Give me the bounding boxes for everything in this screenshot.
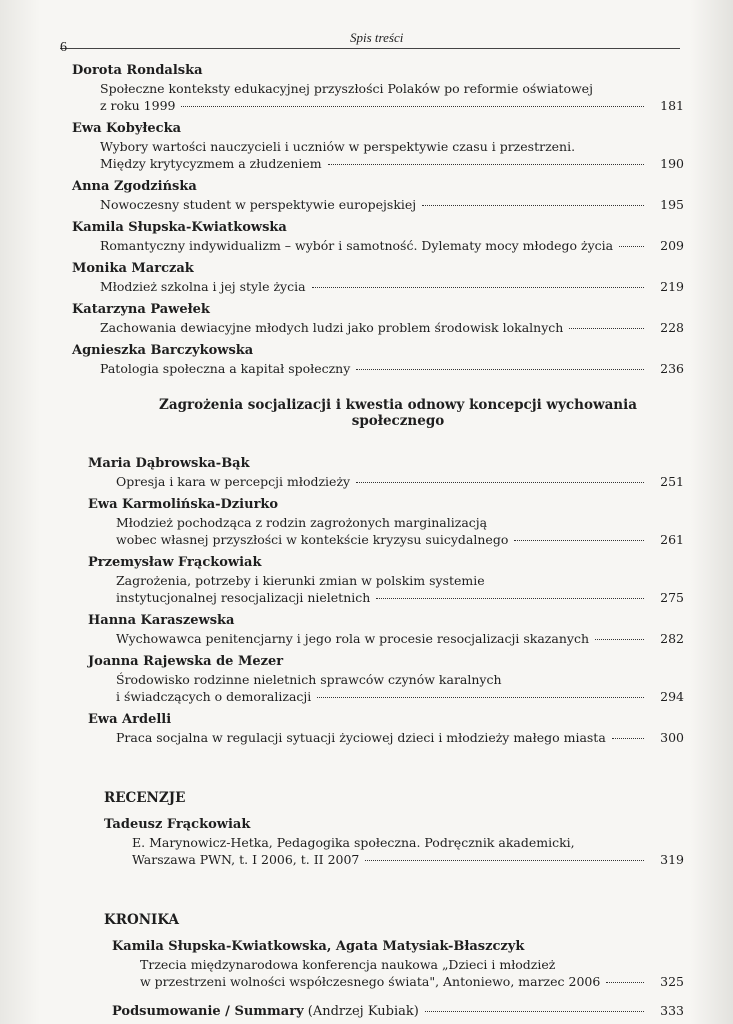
entry-author: Monika Marczak — [72, 261, 194, 276]
toc-entry — [72, 554, 684, 606]
toc-entry — [72, 938, 684, 990]
section-title: Zagrożenia socjalizacji i kwestia odnowy koncepcji wychowania społecznego — [158, 397, 638, 429]
reviews-heading: RECENZJE — [104, 790, 186, 806]
toc-part-1 — [72, 62, 684, 377]
leader-dots — [356, 368, 644, 370]
leader-dots — [606, 981, 644, 983]
entry-title-line: Trzecia międzynarodowa konferencja naukowa „Dzieci i młodzież — [140, 957, 556, 972]
entry-title-line: Młodzież szkolna i jej style życia — [100, 279, 306, 294]
chronicle-list — [72, 938, 684, 990]
entry-author: Kamila Słupska-Kwiatkowska — [72, 220, 287, 235]
entry-title-line: Zagrożenia, potrzeby i kierunki zmian w polskim systemie — [116, 573, 485, 588]
toc-entry — [72, 342, 684, 377]
entry-title-line: Między krytycyzmem a złudzeniem — [100, 156, 322, 171]
entry-author: Dorota Rondalska — [72, 63, 203, 78]
toc-entry — [72, 496, 684, 548]
entry-page-number: 275 — [660, 590, 684, 605]
entry-title-line: z roku 1999 — [100, 98, 176, 113]
entry-page-number: 190 — [660, 156, 684, 171]
page-number: 6 — [60, 40, 67, 55]
leader-dots — [317, 696, 644, 698]
entry-author: Joanna Rajewska de Mezer — [88, 654, 284, 669]
entry-author: Anna Zgodzińska — [72, 179, 197, 194]
reviews-list — [72, 816, 684, 868]
toc-entry — [72, 711, 684, 746]
running-head: Spis treści — [350, 30, 404, 45]
entry-author: Hanna Karaszewska — [88, 613, 235, 628]
toc-entry — [72, 301, 684, 336]
entry-title-line: Społeczne konteksty edukacyjnej przyszłości Polaków po reformie oświatowej — [100, 81, 593, 96]
entry-title-line: i świadczących o demoralizacji — [116, 689, 312, 704]
summary-entry — [72, 1002, 684, 1020]
toc-part-2 — [72, 455, 684, 746]
leader-dots — [514, 539, 644, 541]
entry-author: Ewa Kobyłecka — [72, 121, 181, 136]
entry-page-number: 228 — [660, 320, 684, 335]
toc-entry — [72, 120, 684, 172]
summary-page: 333 — [660, 1003, 684, 1018]
leader-dots — [425, 1010, 644, 1012]
entry-author: Przemysław Frąckowiak — [88, 555, 262, 570]
entry-author: Ewa Karmolińska-Dziurko — [88, 497, 279, 512]
toc-entry — [72, 62, 684, 114]
entry-author: Maria Dąbrowska-Bąk — [88, 456, 250, 471]
leader-dots — [356, 481, 644, 483]
leader-dots — [612, 737, 644, 739]
entry-title-line: wobec własnej przyszłości w kontekście kryzysu suicydalnego — [116, 532, 509, 547]
entry-page-number: 251 — [660, 474, 684, 489]
entry-page-number: 219 — [660, 279, 684, 294]
toc-entry — [72, 455, 684, 490]
leader-dots — [619, 245, 644, 247]
entry-author: Agnieszka Barczykowska — [72, 343, 254, 358]
entry-page-number: 282 — [660, 631, 684, 646]
table-of-contents — [72, 60, 684, 1024]
leader-dots — [422, 204, 644, 206]
entry-title-line: Wychowawca penitencjarny i jego rola w procesie resocjalizacji skazanych — [116, 631, 589, 646]
toc-entry — [72, 612, 684, 647]
leader-dots — [376, 597, 644, 599]
page-header — [60, 26, 680, 55]
entry-title-line: Warszawa PWN, t. I 2006, t. II 2007 — [132, 852, 360, 867]
toc-entry — [72, 653, 684, 705]
leader-dots — [328, 163, 644, 165]
leader-dots — [181, 105, 644, 107]
summary-author: (Andrzej Kubiak) — [303, 1004, 419, 1019]
entry-page-number: 209 — [660, 238, 684, 253]
entry-page-number: 300 — [660, 730, 684, 745]
entry-page-number: 181 — [660, 98, 684, 113]
entry-title-line: Środowisko rodzinne nieletnich sprawców czynów karalnych — [116, 672, 502, 687]
leader-dots — [312, 286, 644, 288]
leader-dots — [365, 859, 644, 861]
toc-entry — [72, 178, 684, 213]
entry-page-number: 319 — [660, 852, 684, 867]
entry-author: Tadeusz Frąckowiak — [104, 817, 251, 832]
entry-title-line: Opresja i kara w percepcji młodzieży — [116, 474, 351, 489]
entry-author: Kamila Słupska-Kwiatkowska, Agata Matysiak-Błaszczyk — [112, 939, 525, 954]
summary-title: Podsumowanie / Summary — [112, 1004, 304, 1019]
entry-title-line: instytucjonalnej resocjalizacji nieletnich — [116, 590, 371, 605]
entry-page-number: 325 — [660, 974, 684, 989]
entry-title-line: Romantyczny indywidualizm – wybór i samotność. Dylematy mocy młodego życia — [100, 238, 614, 253]
entry-title-line: Młodzież pochodząca z rodzin zagrożonych marginalizacją — [116, 515, 488, 530]
toc-entry — [72, 219, 684, 254]
entry-title-line: E. Marynowicz-Hetka, Pedagogika społeczna. Podręcznik akademicki, — [132, 835, 575, 850]
entry-author: Katarzyna Pawełek — [72, 302, 210, 317]
entry-page-number: 261 — [660, 532, 684, 547]
entry-title-line: Nowoczesny student w perspektywie europejskiej — [100, 197, 417, 212]
entry-title-line: Patologia społeczna a kapitał społeczny — [100, 361, 351, 376]
entry-title-line: Praca socjalna w regulacji sytuacji życiowej dzieci i młodzieży małego miasta — [116, 730, 606, 745]
leader-dots — [569, 327, 644, 329]
entry-title-line: w przestrzeni wolności współczesnego świata", Antoniewo, marzec 2006 — [140, 974, 601, 989]
toc-entry — [72, 816, 684, 868]
chronicle-heading: KRONIKA — [104, 912, 180, 928]
leader-dots — [595, 638, 644, 640]
entry-page-number: 195 — [660, 197, 684, 212]
entry-author: Ewa Ardelli — [88, 712, 172, 727]
entry-page-number: 294 — [660, 689, 684, 704]
entry-page-number: 236 — [660, 361, 684, 376]
entry-title-line: Wybory wartości nauczycieli i uczniów w perspektywie czasu i przestrzeni. — [100, 139, 576, 154]
entry-title-line: Zachowania dewiacyjne młodych ludzi jako problem środowisk lokalnych — [100, 320, 564, 335]
toc-entry — [72, 260, 684, 295]
